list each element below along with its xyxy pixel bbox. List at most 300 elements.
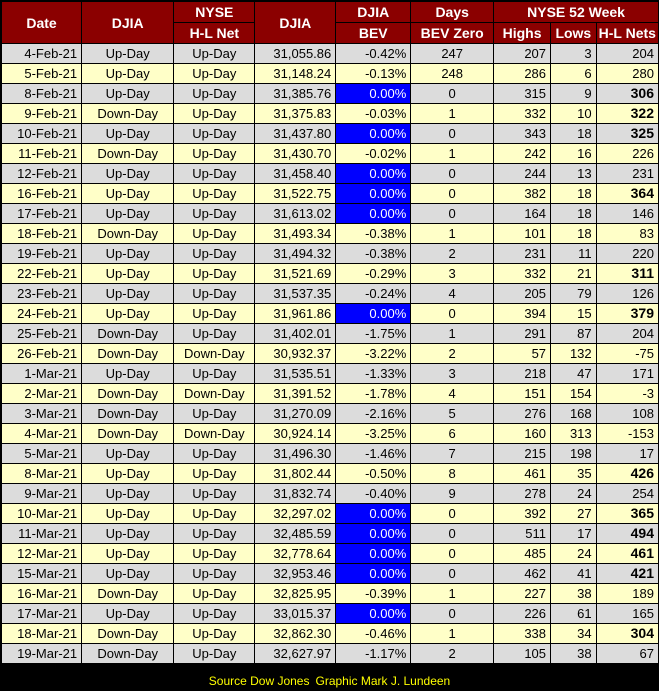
cell-date: 11-Mar-21 <box>2 524 82 544</box>
cell-days-bev-zero: 5 <box>411 404 494 424</box>
table-row <box>2 224 659 244</box>
cell-djia-day: Up-Day <box>82 44 174 64</box>
table-row <box>2 244 659 264</box>
table-row <box>2 184 659 204</box>
cell-highs: 244 <box>494 164 551 184</box>
cell-days-bev-zero: 3 <box>411 364 494 384</box>
header-lows: Lows <box>551 23 597 44</box>
cell-djia-value: 31,385.76 <box>255 84 336 104</box>
cell-nyse-net: Up-Day <box>174 444 255 464</box>
cell-nets: 306 <box>596 84 658 104</box>
cell-lows: 11 <box>551 244 597 264</box>
cell-lows: 18 <box>551 124 597 144</box>
cell-djia-value: 31,391.52 <box>255 384 336 404</box>
cell-bev: -3.22% <box>336 344 411 364</box>
cell-djia-value: 31,458.40 <box>255 164 336 184</box>
cell-highs: 57 <box>494 344 551 364</box>
cell-date: 19-Feb-21 <box>2 244 82 264</box>
cell-nyse-net: Up-Day <box>174 124 255 144</box>
cell-djia-value: 31,496.30 <box>255 444 336 464</box>
cell-lows: 6 <box>551 64 597 84</box>
cell-lows: 87 <box>551 324 597 344</box>
cell-lows: 24 <box>551 484 597 504</box>
cell-days-bev-zero: 8 <box>411 464 494 484</box>
cell-djia-value: 32,485.59 <box>255 524 336 544</box>
header-days-bottom: BEV Zero <box>411 23 494 44</box>
cell-date: 4-Mar-21 <box>2 424 82 444</box>
cell-djia-day: Up-Day <box>82 364 174 384</box>
header-52-week: NYSE 52 Week <box>494 2 659 23</box>
cell-djia-value: 31,613.02 <box>255 204 336 224</box>
cell-djia-value: 30,932.37 <box>255 344 336 364</box>
table-row <box>2 424 659 444</box>
table-row <box>2 564 659 584</box>
header-nets: H-L Nets <box>596 23 658 44</box>
cell-djia-value: 31,437.80 <box>255 124 336 144</box>
cell-date: 1-Mar-21 <box>2 364 82 384</box>
cell-nets: 67 <box>596 644 658 664</box>
cell-nets: 231 <box>596 164 658 184</box>
cell-djia-day: Down-Day <box>82 424 174 444</box>
cell-nyse-net: Up-Day <box>174 84 255 104</box>
cell-days-bev-zero: 4 <box>411 284 494 304</box>
cell-djia-value: 31,961.86 <box>255 304 336 324</box>
cell-date: 8-Feb-21 <box>2 84 82 104</box>
table-header <box>2 2 659 44</box>
cell-bev: 0.00% <box>336 544 411 564</box>
table-row <box>2 64 659 84</box>
cell-djia-value: 31,055.86 <box>255 44 336 64</box>
cell-highs: 394 <box>494 304 551 324</box>
cell-days-bev-zero: 0 <box>411 544 494 564</box>
cell-days-bev-zero: 1 <box>411 104 494 124</box>
table-row <box>2 124 659 144</box>
cell-highs: 242 <box>494 144 551 164</box>
cell-djia-day: Down-Day <box>82 404 174 424</box>
cell-date: 9-Mar-21 <box>2 484 82 504</box>
cell-nets: 311 <box>596 264 658 284</box>
source-credit <box>0 672 659 691</box>
cell-lows: 27 <box>551 504 597 524</box>
cell-lows: 10 <box>551 104 597 124</box>
cell-djia-day: Up-Day <box>82 504 174 524</box>
cell-bev: -0.50% <box>336 464 411 484</box>
cell-djia-day: Up-Day <box>82 304 174 324</box>
table-body <box>2 44 659 664</box>
cell-djia-value: 33,015.37 <box>255 604 336 624</box>
cell-days-bev-zero: 3 <box>411 264 494 284</box>
cell-nyse-net: Up-Day <box>174 224 255 244</box>
cell-bev: -0.02% <box>336 144 411 164</box>
cell-days-bev-zero: 1 <box>411 584 494 604</box>
cell-djia-value: 32,297.02 <box>255 504 336 524</box>
cell-nyse-net: Up-Day <box>174 304 255 324</box>
cell-bev: 0.00% <box>336 564 411 584</box>
cell-djia-day: Up-Day <box>82 284 174 304</box>
cell-highs: 332 <box>494 104 551 124</box>
cell-nyse-net: Down-Day <box>174 424 255 444</box>
cell-highs: 215 <box>494 444 551 464</box>
cell-lows: 17 <box>551 524 597 544</box>
cell-djia-value: 31,493.34 <box>255 224 336 244</box>
cell-nyse-net: Up-Day <box>174 524 255 544</box>
header-days-top: Days <box>411 2 494 23</box>
cell-highs: 164 <box>494 204 551 224</box>
cell-nyse-net: Up-Day <box>174 624 255 644</box>
cell-bev: -0.46% <box>336 624 411 644</box>
cell-nyse-net: Up-Day <box>174 584 255 604</box>
cell-djia-value: 31,522.75 <box>255 184 336 204</box>
cell-date: 9-Feb-21 <box>2 104 82 124</box>
cell-highs: 276 <box>494 404 551 424</box>
cell-djia-value: 31,832.74 <box>255 484 336 504</box>
cell-nyse-net: Up-Day <box>174 484 255 504</box>
cell-date: 10-Mar-21 <box>2 504 82 524</box>
cell-djia-value: 31,494.32 <box>255 244 336 264</box>
cell-highs: 226 <box>494 604 551 624</box>
cell-nets: 204 <box>596 44 658 64</box>
cell-djia-day: Up-Day <box>82 184 174 204</box>
cell-lows: 47 <box>551 364 597 384</box>
cell-highs: 511 <box>494 524 551 544</box>
cell-lows: 24 <box>551 544 597 564</box>
cell-lows: 168 <box>551 404 597 424</box>
cell-nyse-net: Up-Day <box>174 284 255 304</box>
table-row <box>2 644 659 664</box>
cell-date: 8-Mar-21 <box>2 464 82 484</box>
cell-bev: 0.00% <box>336 304 411 324</box>
cell-date: 3-Mar-21 <box>2 404 82 424</box>
cell-djia-value: 32,778.64 <box>255 544 336 564</box>
cell-lows: 13 <box>551 164 597 184</box>
cell-lows: 38 <box>551 584 597 604</box>
cell-djia-day: Up-Day <box>82 484 174 504</box>
cell-days-bev-zero: 1 <box>411 144 494 164</box>
cell-nyse-net: Up-Day <box>174 264 255 284</box>
table-row <box>2 464 659 484</box>
cell-djia-value: 31,375.83 <box>255 104 336 124</box>
header-nyse-top: NYSE <box>174 2 255 23</box>
cell-date: 5-Mar-21 <box>2 444 82 464</box>
cell-nyse-net: Up-Day <box>174 464 255 484</box>
cell-days-bev-zero: 0 <box>411 124 494 144</box>
cell-nyse-net: Up-Day <box>174 144 255 164</box>
cell-bev: 0.00% <box>336 204 411 224</box>
cell-nyse-net: Up-Day <box>174 364 255 384</box>
table-row <box>2 284 659 304</box>
cell-highs: 382 <box>494 184 551 204</box>
cell-bev: -1.75% <box>336 324 411 344</box>
cell-djia-value: 31,148.24 <box>255 64 336 84</box>
cell-date: 25-Feb-21 <box>2 324 82 344</box>
cell-days-bev-zero: 0 <box>411 184 494 204</box>
cell-days-bev-zero: 0 <box>411 304 494 324</box>
cell-highs: 218 <box>494 364 551 384</box>
cell-nyse-net: Up-Day <box>174 204 255 224</box>
cell-highs: 343 <box>494 124 551 144</box>
cell-nets: 322 <box>596 104 658 124</box>
cell-djia-day: Down-Day <box>82 624 174 644</box>
cell-djia-day: Up-Day <box>82 464 174 484</box>
cell-lows: 313 <box>551 424 597 444</box>
cell-djia-value: 32,825.95 <box>255 584 336 604</box>
cell-date: 5-Feb-21 <box>2 64 82 84</box>
cell-nets: 461 <box>596 544 658 564</box>
cell-days-bev-zero: 0 <box>411 564 494 584</box>
cell-nets: 426 <box>596 464 658 484</box>
cell-djia-day: Up-Day <box>82 64 174 84</box>
cell-date: 24-Feb-21 <box>2 304 82 324</box>
cell-djia-value: 30,924.14 <box>255 424 336 444</box>
header-bev-bottom: BEV <box>336 23 411 44</box>
table-row <box>2 444 659 464</box>
cell-days-bev-zero: 247 <box>411 44 494 64</box>
table-row <box>2 324 659 344</box>
cell-nets: 165 <box>596 604 658 624</box>
table-row <box>2 364 659 384</box>
graphic-credit-text: Graphic Mark J. Lundeen <box>315 674 451 688</box>
cell-highs: 338 <box>494 624 551 644</box>
cell-bev: -1.46% <box>336 444 411 464</box>
table-row <box>2 164 659 184</box>
cell-days-bev-zero: 248 <box>411 64 494 84</box>
cell-lows: 18 <box>551 204 597 224</box>
cell-nyse-net: Up-Day <box>174 404 255 424</box>
cell-djia-day: Up-Day <box>82 524 174 544</box>
cell-bev: 0.00% <box>336 184 411 204</box>
table-row <box>2 604 659 624</box>
header-nyse-bottom: H-L Net <box>174 23 255 44</box>
cell-highs: 278 <box>494 484 551 504</box>
cell-bev: -0.13% <box>336 64 411 84</box>
cell-bev: -3.25% <box>336 424 411 444</box>
cell-bev: -1.33% <box>336 364 411 384</box>
header-djia-value: DJIA <box>255 2 336 44</box>
cell-nets: 364 <box>596 184 658 204</box>
cell-nets: 204 <box>596 324 658 344</box>
cell-nets: 280 <box>596 64 658 84</box>
cell-djia-day: Down-Day <box>82 104 174 124</box>
cell-date: 4-Feb-21 <box>2 44 82 64</box>
cell-days-bev-zero: 2 <box>411 644 494 664</box>
cell-djia-day: Up-Day <box>82 564 174 584</box>
cell-date: 19-Mar-21 <box>2 644 82 664</box>
table-row <box>2 144 659 164</box>
cell-days-bev-zero: 1 <box>411 324 494 344</box>
cell-djia-day: Down-Day <box>82 584 174 604</box>
cell-bev: -0.29% <box>336 264 411 284</box>
cell-days-bev-zero: 0 <box>411 504 494 524</box>
cell-nets: 421 <box>596 564 658 584</box>
table-row <box>2 484 659 504</box>
cell-lows: 16 <box>551 144 597 164</box>
cell-djia-day: Up-Day <box>82 264 174 284</box>
cell-nyse-net: Up-Day <box>174 164 255 184</box>
cell-date: 12-Mar-21 <box>2 544 82 564</box>
cell-nyse-net: Down-Day <box>174 384 255 404</box>
cell-djia-value: 32,862.30 <box>255 624 336 644</box>
cell-nets: 226 <box>596 144 658 164</box>
cell-djia-day: Up-Day <box>82 204 174 224</box>
cell-lows: 34 <box>551 624 597 644</box>
cell-djia-day: Up-Day <box>82 544 174 564</box>
cell-bev: 0.00% <box>336 604 411 624</box>
cell-nets: -75 <box>596 344 658 364</box>
cell-bev: -0.40% <box>336 484 411 504</box>
table-row <box>2 264 659 284</box>
cell-highs: 392 <box>494 504 551 524</box>
cell-highs: 151 <box>494 384 551 404</box>
cell-bev: 0.00% <box>336 164 411 184</box>
cell-highs: 160 <box>494 424 551 444</box>
cell-djia-day: Down-Day <box>82 384 174 404</box>
cell-date: 22-Feb-21 <box>2 264 82 284</box>
cell-nyse-net: Up-Day <box>174 244 255 264</box>
table-row <box>2 204 659 224</box>
cell-nets: 304 <box>596 624 658 644</box>
cell-nets: 379 <box>596 304 658 324</box>
cell-nets: 365 <box>596 504 658 524</box>
cell-nets: 189 <box>596 584 658 604</box>
header-bev-top: DJIA <box>336 2 411 23</box>
cell-date: 2-Mar-21 <box>2 384 82 404</box>
cell-nets: 108 <box>596 404 658 424</box>
source-text: Source Dow Jones <box>208 674 310 688</box>
header-djia-day: DJIA <box>82 2 174 44</box>
cell-bev: 0.00% <box>336 124 411 144</box>
cell-date: 23-Feb-21 <box>2 284 82 304</box>
cell-bev: -0.38% <box>336 244 411 264</box>
cell-date: 17-Mar-21 <box>2 604 82 624</box>
cell-days-bev-zero: 1 <box>411 224 494 244</box>
cell-date: 18-Mar-21 <box>2 624 82 644</box>
table-row <box>2 524 659 544</box>
cell-date: 11-Feb-21 <box>2 144 82 164</box>
table-row <box>2 384 659 404</box>
cell-djia-day: Down-Day <box>82 324 174 344</box>
cell-days-bev-zero: 0 <box>411 524 494 544</box>
cell-days-bev-zero: 7 <box>411 444 494 464</box>
cell-lows: 3 <box>551 44 597 64</box>
cell-bev: -0.24% <box>336 284 411 304</box>
cell-highs: 332 <box>494 264 551 284</box>
cell-nyse-net: Up-Day <box>174 104 255 124</box>
cell-djia-value: 31,521.69 <box>255 264 336 284</box>
table-row <box>2 544 659 564</box>
cell-djia-value: 31,270.09 <box>255 404 336 424</box>
cell-lows: 61 <box>551 604 597 624</box>
cell-highs: 485 <box>494 544 551 564</box>
cell-lows: 38 <box>551 644 597 664</box>
cell-nyse-net: Up-Day <box>174 504 255 524</box>
cell-days-bev-zero: 2 <box>411 244 494 264</box>
cell-djia-day: Down-Day <box>82 144 174 164</box>
cell-date: 10-Feb-21 <box>2 124 82 144</box>
table-row <box>2 44 659 64</box>
cell-djia-value: 31,402.01 <box>255 324 336 344</box>
cell-highs: 461 <box>494 464 551 484</box>
cell-nyse-net: Up-Day <box>174 184 255 204</box>
cell-bev: -0.38% <box>336 224 411 244</box>
cell-days-bev-zero: 4 <box>411 384 494 404</box>
cell-nets: 83 <box>596 224 658 244</box>
table-row <box>2 304 659 324</box>
cell-days-bev-zero: 9 <box>411 484 494 504</box>
cell-date: 12-Feb-21 <box>2 164 82 184</box>
table-row <box>2 584 659 604</box>
cell-nets: 220 <box>596 244 658 264</box>
cell-days-bev-zero: 0 <box>411 204 494 224</box>
cell-djia-day: Up-Day <box>82 84 174 104</box>
cell-nyse-net: Up-Day <box>174 324 255 344</box>
cell-nets: 325 <box>596 124 658 144</box>
cell-nets: 17 <box>596 444 658 464</box>
cell-nyse-net: Up-Day <box>174 564 255 584</box>
cell-highs: 462 <box>494 564 551 584</box>
cell-lows: 132 <box>551 344 597 364</box>
cell-lows: 79 <box>551 284 597 304</box>
cell-bev: -1.78% <box>336 384 411 404</box>
cell-djia-value: 31,537.35 <box>255 284 336 304</box>
cell-highs: 105 <box>494 644 551 664</box>
cell-highs: 205 <box>494 284 551 304</box>
cell-bev: 0.00% <box>336 524 411 544</box>
cell-djia-day: Down-Day <box>82 224 174 244</box>
cell-bev: -0.42% <box>336 44 411 64</box>
header-date: Date <box>2 2 82 44</box>
cell-nyse-net: Up-Day <box>174 44 255 64</box>
cell-days-bev-zero: 6 <box>411 424 494 444</box>
cell-lows: 41 <box>551 564 597 584</box>
cell-highs: 286 <box>494 64 551 84</box>
cell-lows: 18 <box>551 184 597 204</box>
cell-days-bev-zero: 1 <box>411 624 494 644</box>
cell-date: 17-Feb-21 <box>2 204 82 224</box>
cell-lows: 21 <box>551 264 597 284</box>
cell-nets: -3 <box>596 384 658 404</box>
table-row <box>2 624 659 644</box>
cell-bev: -0.39% <box>336 584 411 604</box>
header-highs: Highs <box>494 23 551 44</box>
cell-bev: -0.03% <box>336 104 411 124</box>
cell-nets: 146 <box>596 204 658 224</box>
cell-nets: -153 <box>596 424 658 444</box>
cell-lows: 35 <box>551 464 597 484</box>
cell-lows: 9 <box>551 84 597 104</box>
cell-nyse-net: Down-Day <box>174 344 255 364</box>
cell-highs: 101 <box>494 224 551 244</box>
cell-djia-day: Up-Day <box>82 124 174 144</box>
djia-bev-table <box>1 1 659 664</box>
cell-nets: 126 <box>596 284 658 304</box>
cell-date: 16-Mar-21 <box>2 584 82 604</box>
cell-lows: 15 <box>551 304 597 324</box>
cell-djia-day: Up-Day <box>82 244 174 264</box>
cell-days-bev-zero: 0 <box>411 164 494 184</box>
table-row <box>2 404 659 424</box>
cell-highs: 207 <box>494 44 551 64</box>
table-row <box>2 84 659 104</box>
cell-djia-day: Down-Day <box>82 644 174 664</box>
cell-nets: 494 <box>596 524 658 544</box>
cell-djia-day: Up-Day <box>82 444 174 464</box>
cell-bev: -1.17% <box>336 644 411 664</box>
cell-nyse-net: Up-Day <box>174 604 255 624</box>
cell-lows: 18 <box>551 224 597 244</box>
cell-lows: 198 <box>551 444 597 464</box>
cell-date: 18-Feb-21 <box>2 224 82 244</box>
table-row <box>2 344 659 364</box>
